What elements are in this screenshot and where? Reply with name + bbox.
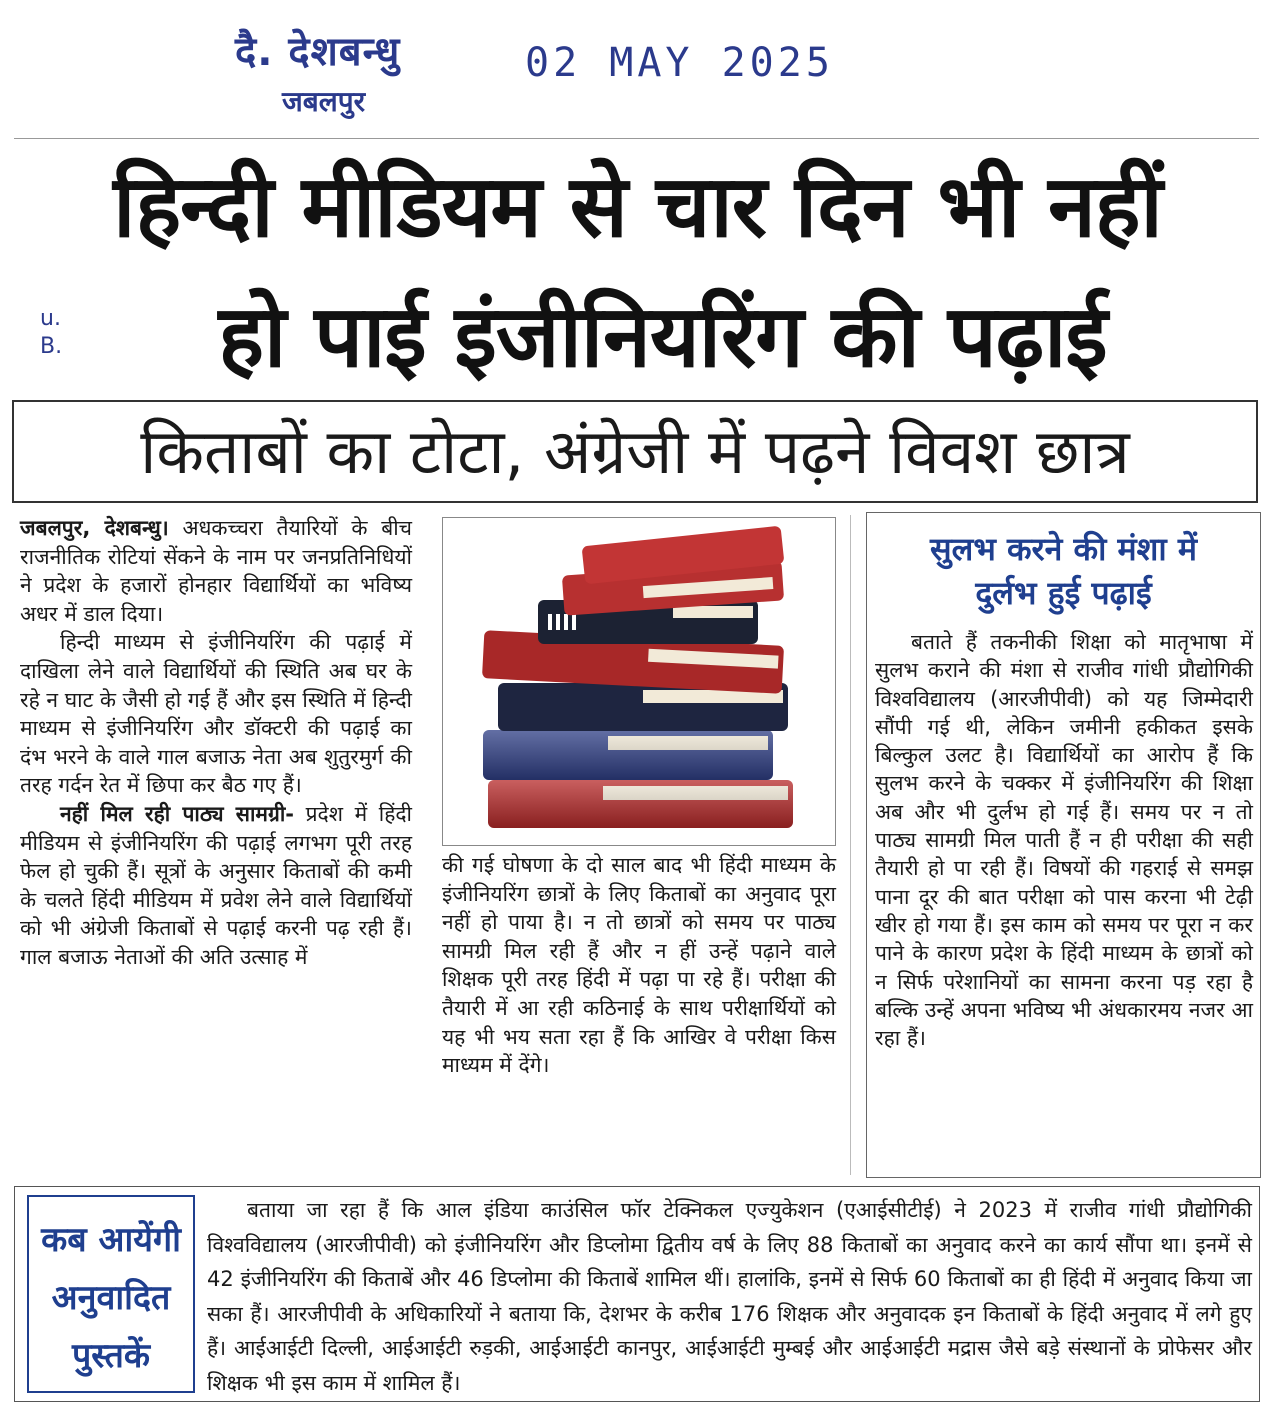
sidebar-title-line-2: दुर्लभ हुई पढ़ाई — [975, 574, 1152, 612]
city-stamp: जबलपुर — [282, 85, 366, 118]
bottom-text: बताया जा रहा हैं कि आल इंडिया काउंसिल फॉर टेक्निकल एज्युकेशन (एआईसीटीई) ने 2023 में राजीव गांधी प्रौद्योगिकी विश्वविद्यालय (आरजीपीवी) को इंजीनियरिंग और डिप्लोमा द्वितीय वर्ष के लिए 88 किताबों का अनुवाद करने का कार्य सौंपा था। इनमें से 42 इंजीनियरिंग की किताबें और 46 डिप्लोमा की किताबें शामिल थीं। हालांकि, इनमें से सिर्फ 60 किताबों का ही हिंदी में अनुवाद किया जा सका हैं। आरजीपीवी के अधिकारियों ने बताया कि, देशभर के करीब 176 शिक्षक और अनुवादक इन किताबों के हिंदी अनुवाद में लगे हुए हैं। आईआईटी दिल्ली, आईआईटी रुड़की, आईआईटी कानपुर, आईआईटी मुम्बई और आईआईटी मद्रास जैसे बड़े संस्थानों के प्रोफेसर और शिक्षक भी इस काम में शामिल हैं। — [207, 1198, 1252, 1395]
bottom-label — [29, 1211, 193, 1385]
article-column-2 — [442, 851, 836, 1080]
section-subhead: नहीं मिल रही पाठ्य सामग्री- — [60, 801, 294, 826]
bottom-label-line-3: पुस्तकें — [71, 1336, 151, 1376]
paragraph-3-text: प्रदेश में हिंदी मीडियम से इंजीनियरिंग की पढ़ाई लगभग पूरी तरह फेल हो चुकी हैं। सूत्रों के अनुसार किताबों की कमी के चलते हिंदी मीडियम में प्रवेश लेने वाले विद्यार्थियों को भी अंग्रेजी किताबों से पढ़ाई करनी पढ़ रही हैं। गाल बजाऊ नेताओं की अति उत्साह में — [20, 801, 412, 969]
date-stamp: 02 MAY 2025 — [525, 40, 834, 86]
subheadline-box — [12, 400, 1258, 503]
margin-mark: u. B. — [40, 306, 63, 359]
bottom-box — [14, 1186, 1260, 1402]
column-divider — [850, 515, 851, 1175]
top-divider — [14, 138, 1259, 139]
bottom-label-line-1: कब आयेंगी — [41, 1220, 181, 1260]
paragraph-1-text: अधकच्चरा तैयारियों के बीच राजनीतिक रोटियां सेंकने के नाम पर जनप्रतिनिधियों ने प्रदेश के हजारों होनहार विद्यार्थियों का भविष्य अधर में डाल दिया। — [20, 516, 412, 626]
books-illustration — [442, 517, 836, 846]
paragraph-1 — [20, 514, 412, 628]
newspaper-stamp: दै. देशबन्धु — [235, 29, 401, 75]
book-stack-icon — [443, 518, 835, 845]
paragraph-2: हिन्दी माध्यम से इंजीनियरिंग की पढ़ाई में दाखिला लेने वाले विद्यार्थियों की स्थिति अब घर के रहे न घाट के जैसी हो गई हैं और इस स्थिति में हिन्दी माध्यम से इंजीनियरिंग और डॉक्टरी की पढ़ाई का दंभ भरने के वाले गाल बजाऊ नेता अब शुतुरमुर्ग की तरह गर्दन रेत में छिपा कर बैठ गए हैं। — [20, 630, 412, 798]
dateline: जबलपुर, देशबन्धु। — [20, 516, 169, 540]
sidebar-box — [866, 512, 1261, 1178]
headline-line-1: हिन्दी मीडियम से चार दिन भी नहीं — [113, 157, 1162, 257]
column-2-text: की गई घोषणा के दो साल बाद भी हिंदी माध्यम के इंजीनियरिंग छात्रों के लिए किताबों का अनुवाद पूरा नहीं हो पाया है। न तो छात्रों को समय पर पाठ्य सामग्री मिल रही हैं और न हीं उन्हें पढ़ाने वाले शिक्षक पूरी तरह हिंदी में पढ़ा पा रहे हैं। परीक्षा की तैयारी में आ रही कठिनाई के साथ परीक्षार्थियों को यह भी भय सता रहा हैं कि आखिर वे परीक्षा किस माध्यम में देंगे। — [442, 853, 836, 1078]
sidebar-title — [867, 527, 1260, 615]
bottom-label-line-2: अनुवादित — [51, 1278, 171, 1318]
bottom-label-box — [27, 1195, 195, 1393]
subheadline: किताबों का टोटा, अंग्रेजी में पढ़ने विवश छात्र — [140, 415, 1130, 488]
sidebar-title-line-1: सुलभ करने की मंशा में — [930, 530, 1197, 568]
article-column-1 — [20, 514, 412, 972]
sidebar-body: बताते हैं तकनीकी शिक्षा को मातृभाषा में सुलभ कराने की मंशा से राजीव गांधी प्रौद्योगिकी विश्वविद्यालय (आरजीपीवी) को यह जिम्मेदारी सौंपी गई थी, लेकिन जमीनी हकीकत इसके बिल्कुल उलट है। विद्यार्थियों का आरोप हैं कि सुलभ करने के चक्कर में इंजीनियरिंग की शिक्षा अब और भी दुर्लभ हो गई हैं। समय पर न तो पाठ्य सामग्री मिल पाती हैं न ही परीक्षा की सही तैयारी हो पा रही हैं। विषयों की गहराई से समझ पाना दूर की बात परीक्षा को पास करना भी टेढ़ी खीर हो गया हैं। इस काम को समय पर पूरा न कर पाने के कारण प्रदेश के हिंदी माध्यम के छात्रों को न सिर्फ परेशानियों का सामना करना पड़ रहा है बल्कि उन्हें अपना भविष्य भी अंधकारमय नजर आ रहा हैं। — [875, 630, 1253, 1051]
headline-line-2: हो पाई इंजीनियरिंग की पढ़ाई — [218, 287, 1107, 387]
paragraph-3 — [20, 800, 412, 972]
